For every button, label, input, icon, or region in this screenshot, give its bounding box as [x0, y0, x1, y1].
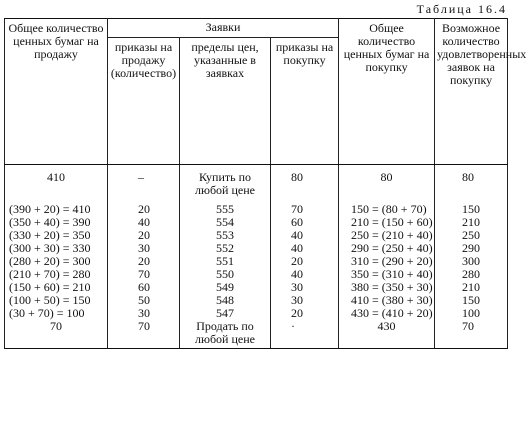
buy-orders-cell: [271, 268, 339, 281]
possible-cell: [435, 197, 508, 216]
price-cell-text: Купить по любой цене: [195, 170, 255, 197]
total-sell-cell-text: (350 + 40) = 390: [9, 215, 91, 229]
buy-orders-cell-text: 70: [291, 202, 303, 216]
buy-orders-cell-text: 20: [291, 306, 303, 320]
sell-orders-cell-text: 30: [138, 306, 150, 320]
price-cell-text: 553: [216, 228, 234, 242]
total-buy-cell-text: 350 = (310 + 40): [351, 267, 433, 281]
price-cell-text: 549: [216, 280, 234, 294]
header-buy-orders: приказы на покупку: [271, 38, 339, 165]
buy-orders-cell-text: ·: [291, 319, 295, 333]
total-sell-cell-text: (390 + 20) = 410: [9, 202, 91, 216]
buy-orders-cell-text: 30: [291, 293, 303, 307]
total-buy-cell-text: 150 = (80 + 70): [351, 202, 427, 216]
total-sell-cell-text: (150 + 60) = 210: [9, 280, 91, 294]
total-buy-cell: [339, 320, 435, 349]
price-cell-text: 550: [216, 267, 234, 281]
buy-orders-cell-text: 40: [291, 241, 303, 255]
possible-cell-text: 250: [462, 228, 481, 242]
possible-cell-text: 70: [462, 319, 475, 333]
sell-orders-cell-text: 20: [138, 202, 150, 216]
buy-orders-cell-text: 40: [291, 228, 303, 242]
header-orders-group: Заявки: [108, 19, 339, 38]
buy-orders-cell: [271, 216, 339, 229]
total-sell-cell-text: 410: [47, 170, 65, 184]
header-price-limits: пределы цен, указанные в заявках: [180, 38, 271, 165]
total-buy-cell: [339, 165, 435, 198]
buy-orders-cell: [271, 197, 339, 216]
price-cell-text: 551: [216, 254, 234, 268]
total-buy-cell-text: 430 = (410 + 20): [351, 306, 433, 320]
buy-orders-cell-text: 60: [291, 215, 303, 229]
possible-cell-text: 210: [462, 280, 481, 294]
price-cell-text: 555: [216, 202, 234, 216]
possible-cell-text: 100: [462, 306, 481, 320]
buy-orders-cell-text: 80: [291, 170, 303, 184]
sell-orders-cell-text: 70: [138, 319, 150, 333]
possible-cell-text: 210: [462, 215, 481, 229]
price-cell: [180, 165, 271, 198]
sell-orders-cell-text: 20: [138, 228, 150, 242]
total-buy-cell-text: 250 = (210 + 40): [351, 228, 433, 242]
buy-orders-cell-text: 30: [291, 280, 303, 294]
header-possible: Возможное количество удовлетворенных заявок на покупку: [435, 19, 508, 165]
buy-orders-cell: [271, 229, 339, 242]
buy-orders-cell: [271, 294, 339, 307]
price-cell-text: Продать по любой цене: [195, 319, 255, 346]
buy-orders-cell: [271, 255, 339, 268]
sell-orders-cell: [108, 320, 180, 349]
table-caption: Таблица 16.4: [416, 2, 507, 16]
buy-orders-cell: [271, 281, 339, 294]
table-body: [5, 165, 508, 349]
sell-orders-cell: [108, 165, 180, 198]
table-row: [5, 165, 508, 198]
total-sell-cell-text: (330 + 20) = 350: [9, 228, 91, 242]
price-cell: [180, 320, 271, 349]
price-cell: [180, 197, 271, 216]
table-row: [5, 197, 508, 216]
total-sell-cell: [5, 165, 108, 198]
sell-orders-cell-text: –: [138, 170, 144, 184]
buy-orders-cell-text: 20: [291, 254, 303, 268]
table-row: [5, 307, 508, 320]
total-sell-cell-text: (280 + 20) = 300: [9, 254, 91, 268]
total-buy-cell-text: 80: [380, 170, 393, 184]
price-cell-text: 547: [216, 306, 234, 320]
buy-orders-cell: [271, 242, 339, 255]
sell-orders-cell-text: 30: [138, 241, 150, 255]
header-total-buy: Общее количество ценных бумаг на покупку: [339, 19, 435, 165]
possible-cell: [435, 320, 508, 349]
header-total-sell: Общее количество ценных бумаг на продажу: [5, 19, 108, 165]
buy-orders-cell: [271, 165, 339, 198]
total-buy-cell: [339, 197, 435, 216]
buy-orders-cell: [271, 320, 339, 349]
sell-orders-cell-text: 50: [138, 293, 150, 307]
header-sell-orders: приказы на продажу (количество): [108, 38, 180, 165]
total-sell-cell: [5, 320, 108, 349]
possible-cell-text: 150: [462, 293, 481, 307]
sell-orders-cell-text: 70: [138, 267, 150, 281]
total-sell-cell-text: 70: [50, 319, 62, 333]
sell-orders-cell-text: 60: [138, 280, 150, 294]
total-sell-cell: [5, 197, 108, 216]
total-sell-cell-text: (300 + 30) = 330: [9, 241, 91, 255]
possible-cell-text: 290: [462, 241, 481, 255]
sell-orders-cell-text: 40: [138, 215, 150, 229]
total-sell-cell-text: (30 + 70) = 100: [9, 306, 85, 320]
total-sell-cell-text: (100 + 50) = 150: [9, 293, 91, 307]
price-cell-text: 554: [216, 215, 234, 229]
price-cell-text: 548: [216, 293, 234, 307]
total-buy-cell-text: 410 = (380 + 30): [351, 293, 433, 307]
total-buy-cell-text: 380 = (350 + 30): [351, 280, 433, 294]
possible-cell-text: 300: [462, 254, 481, 268]
total-buy-cell-text: 310 = (290 + 20): [351, 254, 433, 268]
sell-orders-cell-text: 20: [138, 254, 150, 268]
total-buy-cell-text: 430: [377, 319, 396, 333]
total-sell-cell-text: (210 + 70) = 280: [9, 267, 91, 281]
possible-cell: [435, 165, 508, 198]
orders-table: [4, 18, 526, 349]
price-cell-text: 552: [216, 241, 234, 255]
possible-cell-text: 80: [462, 170, 475, 184]
total-buy-cell-text: 210 = (150 + 60): [351, 215, 433, 229]
sell-orders-cell: [108, 197, 180, 216]
total-buy-cell-text: 290 = (250 + 40): [351, 241, 433, 255]
possible-cell-text: 280: [462, 267, 481, 281]
table-row: [5, 320, 508, 349]
buy-orders-cell-text: 40: [291, 267, 303, 281]
buy-orders-cell: [271, 307, 339, 320]
possible-cell-text: 150: [462, 202, 481, 216]
